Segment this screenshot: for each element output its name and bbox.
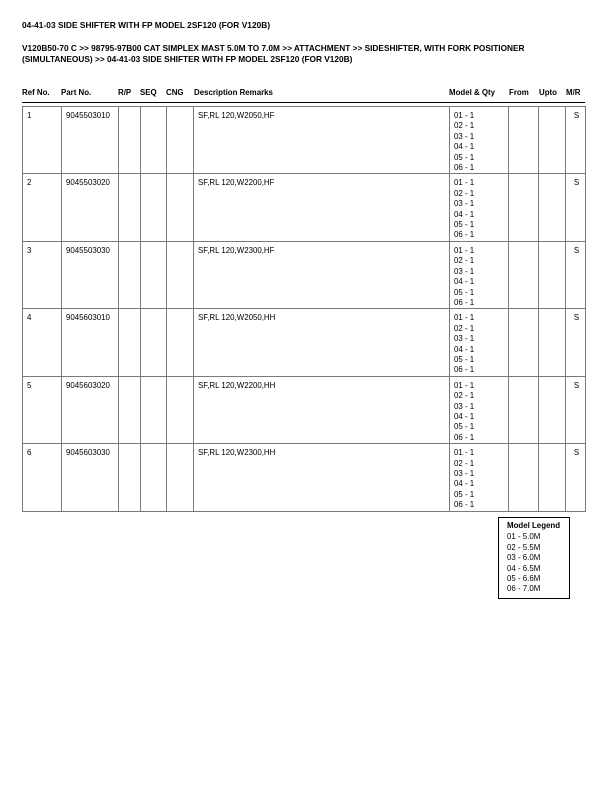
rp-cell: [119, 241, 141, 308]
part-no-cell: 9045603010: [62, 309, 119, 376]
model-qty-line: 03 - 1: [454, 131, 475, 141]
rp-cell: [119, 174, 141, 241]
col-header-description: Description Remarks: [194, 88, 273, 97]
model-qty-line: 03 - 1: [454, 401, 475, 411]
ref-no-cell: 2: [23, 174, 62, 241]
cng-cell: [167, 174, 194, 241]
model-qty-line: 02 - 1: [454, 256, 475, 266]
legend-items: [507, 532, 569, 594]
seq-cell: [141, 444, 167, 511]
part-no-cell: 9045503010: [62, 107, 119, 174]
upto-cell: [539, 309, 566, 376]
cng-cell: [167, 376, 194, 443]
model-qty-line: 02 - 1: [454, 323, 475, 333]
model-qty-line: 01 - 1: [454, 111, 475, 120]
table-header: [22, 88, 585, 102]
breadcrumb: V120B50-70 C >> 98795-97B00 CAT SIMPLEX MAST 5.0M TO 7.0M >> ATTACHMENT >> SIDESHIFTER, WITH FORK POSITIONER (SIMULTANEOUS) >> 04-41-03 SIDE SHIFTER WITH FP MODEL 2SF120 (FOR V120B): [22, 43, 525, 64]
model-qty-line: 03 - 1: [454, 266, 475, 276]
seq-cell: [141, 376, 167, 443]
description-cell: SF,RL 120,W2050,HH: [194, 309, 450, 376]
legend-item: 04 - 6.5M: [507, 563, 541, 573]
legend-item: 06 - 7.0M: [507, 584, 541, 594]
upto-cell: [539, 444, 566, 511]
mr-cell: S: [566, 444, 586, 511]
model-qty-line: 04 - 1: [454, 209, 475, 219]
col-header-part-no: Part No.: [61, 88, 92, 97]
model-legend: [498, 517, 570, 599]
model-qty-line: 01 - 1: [454, 245, 475, 255]
model-qty-line: 06 - 1: [454, 365, 475, 375]
ref-no-cell: 5: [23, 376, 62, 443]
model-qty-line: 04 - 1: [454, 142, 475, 152]
from-cell: [509, 107, 539, 174]
model-qty-cell: [450, 376, 509, 443]
legend-item: 03 - 6.0M: [507, 553, 541, 563]
cng-cell: [167, 241, 194, 308]
model-qty-line: 02 - 1: [454, 391, 475, 401]
col-header-upto: Upto: [539, 88, 557, 97]
model-qty-line: 04 - 1: [454, 411, 475, 421]
table-row: [23, 174, 586, 241]
rp-cell: [119, 107, 141, 174]
model-qty-line: 05 - 1: [454, 152, 475, 162]
part-no-cell: 9045503020: [62, 174, 119, 241]
model-qty-line: 01 - 1: [454, 313, 475, 323]
parts-table: [22, 106, 586, 512]
part-no-cell: 9045503030: [62, 241, 119, 308]
from-cell: [509, 241, 539, 308]
model-qty-line: 06 - 1: [454, 163, 475, 173]
model-qty-line: 05 - 1: [454, 489, 475, 499]
cng-cell: [167, 309, 194, 376]
col-header-model-qty: Model & Qty: [449, 88, 496, 97]
model-qty-line: 01 - 1: [454, 178, 475, 188]
ref-no-cell: 6: [23, 444, 62, 511]
from-cell: [509, 444, 539, 511]
table-row: [23, 309, 586, 376]
model-qty-line: 02 - 1: [454, 188, 475, 198]
mr-cell: S: [566, 174, 586, 241]
parts-table-body: [23, 107, 586, 512]
seq-cell: [141, 174, 167, 241]
model-qty-line: 06 - 1: [454, 500, 475, 510]
cng-cell: [167, 444, 194, 511]
upto-cell: [539, 174, 566, 241]
table-row: [23, 241, 586, 308]
model-qty-cell: [450, 107, 509, 174]
model-qty-cell: [450, 309, 509, 376]
col-header-rp: R/P: [118, 88, 132, 97]
rp-cell: [119, 376, 141, 443]
model-qty-line: 02 - 1: [454, 121, 475, 131]
table-row: [23, 107, 586, 174]
model-qty-line: 05 - 1: [454, 422, 475, 432]
seq-cell: [141, 309, 167, 376]
upto-cell: [539, 241, 566, 308]
model-qty-line: 05 - 1: [454, 354, 475, 364]
table-row: [23, 376, 586, 443]
model-qty-line: 01 - 1: [454, 448, 475, 458]
legend-item: 01 - 5.0M: [507, 532, 541, 542]
model-qty-line: 06 - 1: [454, 230, 475, 240]
upto-cell: [539, 376, 566, 443]
col-header-from: From: [509, 88, 529, 97]
header-rule: [22, 102, 585, 103]
from-cell: [509, 376, 539, 443]
rp-cell: [119, 444, 141, 511]
model-qty-line: 02 - 1: [454, 458, 475, 468]
model-qty-line: 03 - 1: [454, 334, 475, 344]
model-qty-line: 04 - 1: [454, 479, 475, 489]
ref-no-cell: 3: [23, 241, 62, 308]
model-qty-line: 03 - 1: [454, 469, 475, 478]
model-qty-line: 04 - 1: [454, 344, 475, 354]
table-row: [23, 444, 586, 511]
part-no-cell: 9045603020: [62, 376, 119, 443]
description-cell: SF,RL 120,W2300,HH: [194, 444, 450, 511]
col-header-seq: SEQ: [140, 88, 157, 97]
description-cell: SF,RL 120,W2200,HF: [194, 174, 450, 241]
legend-item: 05 - 6.6M: [507, 574, 541, 584]
model-qty-line: 05 - 1: [454, 287, 475, 297]
model-qty-cell: [450, 241, 509, 308]
mr-cell: S: [566, 309, 586, 376]
seq-cell: [141, 107, 167, 174]
description-cell: SF,RL 120,W2200,HH: [194, 376, 450, 443]
cng-cell: [167, 107, 194, 174]
legend-title: Model Legend: [507, 521, 561, 530]
model-qty-line: 06 - 1: [454, 432, 475, 442]
part-no-cell: 9045603030: [62, 444, 119, 511]
mr-cell: S: [566, 241, 586, 308]
mr-cell: S: [566, 107, 586, 174]
ref-no-cell: 1: [23, 107, 62, 174]
from-cell: [509, 174, 539, 241]
model-qty-line: 06 - 1: [454, 297, 475, 307]
rp-cell: [119, 309, 141, 376]
model-qty-line: 01 - 1: [454, 380, 475, 390]
model-qty-line: 04 - 1: [454, 277, 475, 287]
seq-cell: [141, 241, 167, 308]
model-qty-line: 03 - 1: [454, 199, 475, 209]
upto-cell: [539, 107, 566, 174]
page-title: 04-41-03 SIDE SHIFTER WITH FP MODEL 2SF120 (FOR V120B): [22, 20, 271, 30]
description-cell: SF,RL 120,W2300,HF: [194, 241, 450, 308]
model-qty-cell: [450, 444, 509, 511]
model-qty-cell: [450, 174, 509, 241]
mr-cell: S: [566, 376, 586, 443]
description-cell: SF,RL 120,W2050,HF: [194, 107, 450, 174]
col-header-ref-no: Ref No.: [22, 88, 50, 97]
from-cell: [509, 309, 539, 376]
col-header-cng: CNG: [166, 88, 184, 97]
col-header-mr: M/R: [566, 88, 581, 97]
ref-no-cell: 4: [23, 309, 62, 376]
legend-item: 02 - 5.5M: [507, 542, 541, 552]
model-qty-line: 05 - 1: [454, 220, 475, 230]
